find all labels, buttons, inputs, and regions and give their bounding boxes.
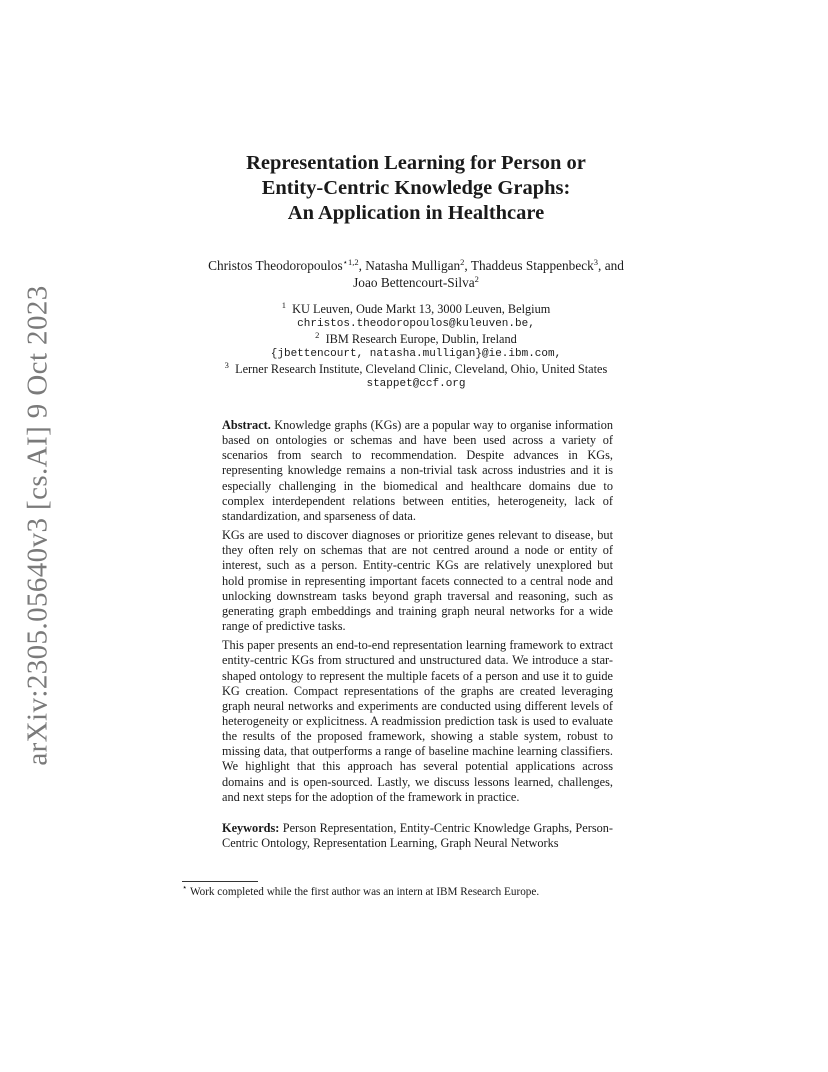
footnote-mark: ⋆ <box>182 882 188 892</box>
affiliations <box>150 302 682 392</box>
abstract-label: Abstract. <box>222 418 271 432</box>
keywords <box>222 821 613 851</box>
title-line-2: Entity-Centric Knowledge Graphs: <box>261 177 571 199</box>
affiliation-2 <box>150 332 682 347</box>
affiliation-1-email: christos.theodoropoulos@kuleuven.be, <box>297 318 535 330</box>
affiliation-2-mark: 2 <box>315 330 320 340</box>
author-and: , and <box>598 258 624 273</box>
affiliation-3-email: stappet@ccf.org <box>366 378 466 390</box>
arxiv-stamp-text: arXiv:2305.05640v3 [cs.AI] 9 Oct 2023 <box>21 284 54 766</box>
author-3-affiliation-mark: 3 <box>593 257 599 267</box>
author-3-name: , Thaddeus Stappenbeck <box>464 258 594 273</box>
abstract <box>222 418 613 809</box>
footnote-text: Work completed while the first author was an intern at IBM Research Europe. <box>189 886 540 898</box>
keywords-label: Keywords: <box>222 821 280 835</box>
title-line-1: Representation Learning for Person or <box>246 152 586 174</box>
author-2-affiliation-mark: 2 <box>460 257 465 267</box>
author-4-affiliation-mark: 2 <box>474 274 479 284</box>
abstract-p1-text: Knowledge graphs (KGs) are a popular way to organise information based on ontologies or schemas and have been used across a variety of scenarios from search to recommendation. Despite advances in KGs, representing knowledge remains a non-trivial task across industries and it is especially challenging in the biomedical and healthcare domains due to complex interdependent relations between entities, heterogeneity, lack of standardization, and sparseness of data. <box>222 418 613 523</box>
abstract-paragraph-1 <box>222 418 613 524</box>
affiliation-2-text: IBM Research Europe, Dublin, Ireland <box>325 332 517 346</box>
affiliation-1-mark: 1 <box>281 300 286 310</box>
footnote-rule <box>182 881 258 882</box>
paper-title <box>150 151 682 226</box>
abstract-paragraph-2: KGs are used to discover diagnoses or prioritize genes relevant to disease, but they often rely on schemas that are not centred around a node or entity of interest, such as a person. Entity-centric KGs are relatively unexplored but hold promise in representing important facets connected to a central node and unlocking downstream tasks beyond graph traversal and reasoning, such as generating graph embeddings and training graph neural networks for a wide range of predictive tasks. <box>222 528 613 634</box>
footnote <box>182 882 652 899</box>
arxiv-identifier-stamp <box>18 284 58 766</box>
affiliation-2-email: {jbettencourt, natasha.mulligan}@ie.ibm.com, <box>270 348 562 360</box>
affiliation-1 <box>150 302 682 317</box>
author-2-name: , Natasha Mulligan <box>358 258 461 273</box>
title-line-3: An Application in Healthcare <box>287 202 545 224</box>
author-1-name: Christos Theodoropoulos <box>208 258 343 273</box>
author-1-affiliation-mark: ⋆1,2 <box>342 257 359 267</box>
affiliation-3-text: Lerner Research Institute, Cleveland Clinic, Cleveland, Ohio, United States <box>235 362 608 376</box>
abstract-paragraph-3: This paper presents an end-to-end representation learning framework to extract entity-centric KGs from structured and unstructured data. We introduce a star-shaped ontology to represent the multiple facets of a person and use it to guide KG creation. Compact representations of the graphs are created leveraging graph neural networks and experiments are conducted using different levels of heterogeneity or explicitness. A readmission prediction task is used to evaluate the results of the proposed framework, showing a stable system, robust to missing data, that outperforms a range of baseline machine learning classifiers. We highlight that this approach has several potential applications across domains and is open-sourced. Lastly, we discuss lessons learned, challenges, and next steps for the adoption of the framework in practice. <box>222 638 613 804</box>
author-list <box>150 257 682 291</box>
keywords-text: Person Representation, Entity-Centric Knowledge Graphs, Person-Centric Ontology, Representation Learning, Graph Neural Networks <box>222 821 613 851</box>
author-4-name: Joao Bettencourt-Silva <box>353 275 475 290</box>
affiliation-1-text: KU Leuven, Oude Markt 13, 3000 Leuven, Belgium <box>292 302 551 316</box>
affiliation-3 <box>150 362 682 377</box>
affiliation-3-mark: 3 <box>224 360 229 370</box>
